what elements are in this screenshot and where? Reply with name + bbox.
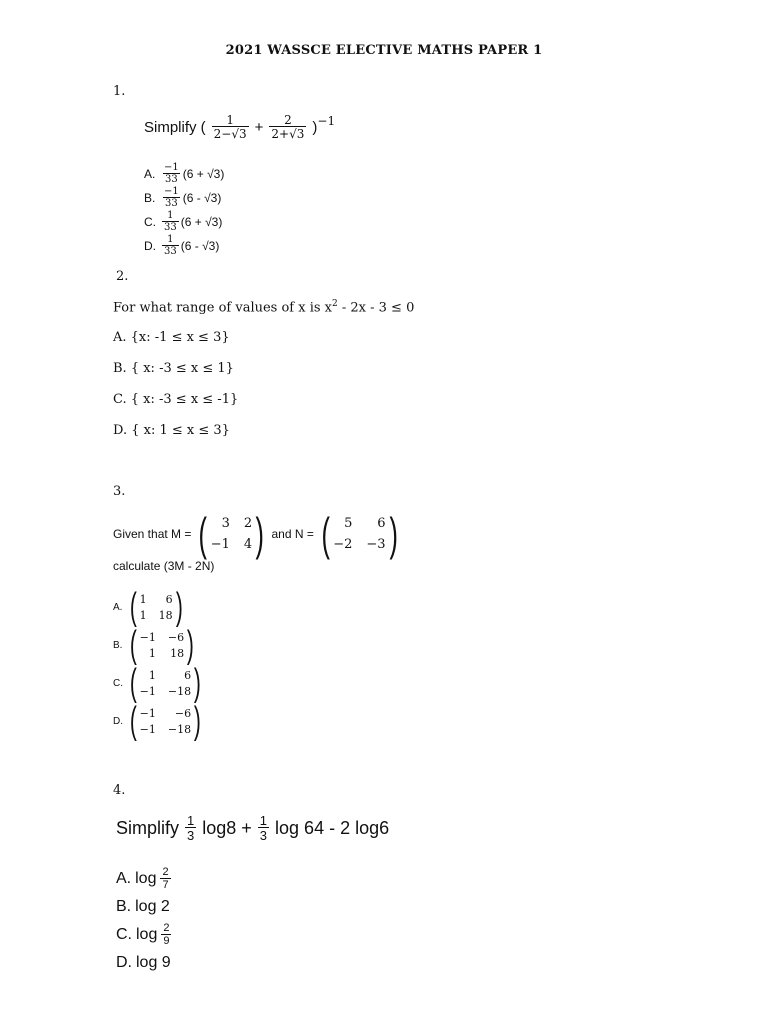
q1-option-d[interactable] [144,234,224,258]
q1-option-a[interactable] [144,162,224,186]
q4-term-1: log8 + [202,817,252,838]
matrix-n [318,508,401,560]
option-matrix [127,588,185,626]
matrix-cell: −6 [167,630,185,644]
option-letter: B. [113,639,123,651]
q4-fraction-2 [258,814,269,842]
matrix-cell: −18 [167,684,192,698]
option-text: (6 - √3) [182,191,222,205]
question-4-number: 4. [113,783,126,798]
q1-f1-numerator: 1 [226,113,234,127]
q1-fraction-1 [212,114,249,140]
fraction-numerator: 1 [259,813,268,828]
left-paren: ( [198,508,208,560]
matrix-grid [140,593,173,622]
q4-option-c[interactable] [116,920,173,949]
option-letter: D. [116,953,132,971]
q3-given-label: Given that M = [113,527,192,541]
q2-text-part-b: - 2x - 3 ≤ 0 [337,300,415,316]
option-letter: C. [116,925,132,943]
matrix-cell: 4 [243,537,253,552]
option-letter: D. [144,239,156,253]
q1-fraction-2 [269,114,306,140]
option-text: log [136,925,158,943]
matrix-cell: −1 [139,630,156,644]
right-paren: ) [186,624,194,666]
page-title: 2021 WASSCE ELECTIVE MATHS PAPER 1 [225,43,543,58]
option-text: (6 + √3) [180,215,223,229]
q1-close-paren: ) [312,118,318,136]
q2-superscript: 2 [332,299,338,309]
left-paren: ( [129,662,137,704]
q2-option-c[interactable]: C. { x: -3 ≤ x ≤ -1} [113,392,239,407]
option-letter: A. [144,167,156,181]
question-2-text [113,299,414,315]
option-matrix [127,626,197,664]
right-paren: ) [193,700,201,742]
q4-option-a[interactable] [116,864,173,893]
option-matrix [127,702,204,740]
fraction-denominator: 33 [164,222,177,233]
fraction-numerator: 2 [162,865,169,878]
option-letter: D. [113,715,123,727]
matrix-cell: 1 [139,592,147,606]
matrix-m [195,508,267,560]
option-matrix [127,664,204,702]
fraction-numerator: −1 [164,186,179,197]
q3-option-a[interactable] [113,588,204,626]
option-fraction [162,211,179,233]
left-paren: ( [129,624,137,666]
left-paren: ( [129,700,137,742]
fraction-numerator: −1 [164,162,179,173]
fraction-denominator: 33 [165,174,178,185]
matrix-grid [211,516,252,552]
fraction-numerator: 2 [163,921,170,934]
matrix-cell: 3 [221,516,230,531]
matrix-cell: 1 [148,646,156,660]
q4-term-2: log 64 - 2 log6 [275,817,390,838]
q2-option-b[interactable]: B. { x: -3 ≤ x ≤ 1} [113,361,234,376]
q3-calculate: calculate (3M - 2N) [113,559,215,573]
q1-plus: + [254,118,264,136]
option-letter: C. [144,215,156,229]
option-text: log [135,869,157,887]
question-3-given [113,510,405,558]
option-letter: B. [144,191,156,205]
option-letter: A. [113,601,123,613]
matrix-cell: 6 [377,516,386,531]
option-fraction [162,235,179,257]
q4-lead: Simplify [116,817,180,838]
matrix-cell: 2 [243,516,253,531]
fraction-numerator: 1 [187,813,195,828]
right-paren: ) [388,508,398,560]
fraction-denominator: 33 [165,198,178,209]
q2-option-a[interactable]: A. {x: -1 ≤ x ≤ 3} [113,330,230,345]
option-text: log 9 [136,953,171,971]
fraction-numerator: 1 [167,210,174,221]
option-text: log 2 [135,897,170,915]
option-text: (6 - √3) [180,239,220,253]
q3-option-d[interactable] [113,702,204,740]
q3-option-b[interactable] [113,626,204,664]
q4-fraction-1 [185,814,196,842]
q3-and-label: and N = [271,527,314,541]
matrix-cell: 18 [170,646,185,660]
question-3-number: 3. [113,484,126,499]
fraction-denominator: 7 [162,878,169,891]
matrix-cell: −3 [366,537,386,552]
q1-f2-denominator: 2+√3 [271,127,305,141]
right-paren: ) [175,586,183,628]
matrix-cell: −2 [333,537,353,552]
q1-option-c[interactable] [144,210,224,234]
option-fraction [162,163,181,185]
matrix-cell: 1 [148,668,156,682]
matrix-grid [140,669,191,698]
question-2-number: 2. [116,269,129,284]
option-fraction [161,923,171,947]
q1-exponent: −1 [317,114,336,128]
right-paren: ) [255,508,265,560]
matrix-cell: −1 [139,722,156,736]
option-fraction [162,187,181,209]
q1-option-b[interactable] [144,186,224,210]
matrix-grid [333,516,385,552]
matrix-cell: −1 [139,706,156,720]
question-1-expression [144,114,335,140]
matrix-cell: 6 [165,592,173,606]
question-1-number: 1. [113,84,126,99]
q1-f2-numerator: 2 [284,113,292,127]
q4-option-d[interactable] [116,949,173,976]
left-paren: ( [321,508,330,560]
matrix-cell: 6 [184,668,192,682]
matrix-cell: 1 [139,608,147,622]
option-letter: B. [116,897,132,915]
fraction-numerator: 1 [167,234,174,245]
question-1-options [144,162,224,258]
matrix-cell: 5 [344,516,353,531]
q1-f1-denominator: 2−√3 [213,127,247,141]
right-paren: ) [193,662,201,704]
matrix-cell: −1 [210,537,230,552]
matrix-cell: −6 [174,706,192,720]
matrix-grid [140,631,184,660]
matrix-cell: 18 [158,608,173,622]
q4-option-b[interactable] [116,893,173,920]
fraction-denominator: 9 [163,934,170,947]
matrix-cell: −18 [167,722,192,736]
question-4-options [116,864,173,976]
fraction-denominator: 3 [187,828,195,843]
fraction-denominator: 3 [259,828,268,843]
q2-text-part-a: For what range of values of x is x [113,300,332,316]
left-paren: ( [129,586,137,628]
question-3-options [113,588,204,740]
option-letter: A. [116,869,132,887]
option-fraction [160,867,170,891]
question-4-expression [116,810,389,846]
option-letter: C. [113,677,123,689]
q2-option-d[interactable]: D. { x: 1 ≤ x ≤ 3} [113,423,230,438]
q1-lead: Simplify ( [144,118,206,136]
fraction-denominator: 33 [164,246,177,257]
matrix-cell: −1 [139,684,156,698]
matrix-grid [140,707,191,736]
option-text: (6 + √3) [182,167,225,181]
q3-option-c[interactable] [113,664,204,702]
